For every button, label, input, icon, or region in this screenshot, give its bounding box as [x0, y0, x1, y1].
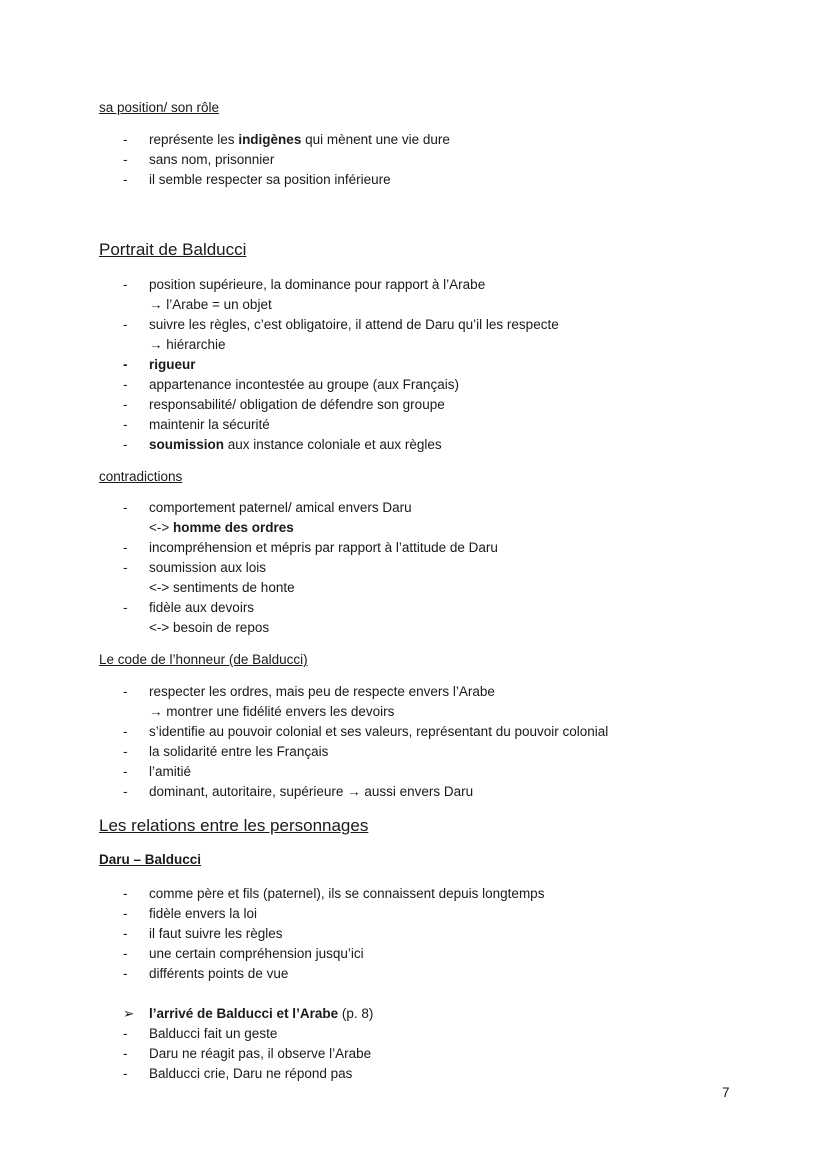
list-item: - la solidarité entre les Français — [123, 744, 329, 759]
list-item: - Balducci crie, Daru ne répond pas — [123, 1066, 353, 1081]
list-item: - dominant, autoritaire, supérieure → aussi envers Daru — [123, 784, 474, 799]
heading-portrait: Portrait de Balducci — [99, 240, 247, 259]
list-arrival — [0, 1004, 828, 1084]
page-number: 7 — [722, 1085, 730, 1100]
list-item: - suivre les règles, c’est obligatoire, il attend de Daru qu’il les respecte — [123, 317, 559, 332]
heading-contradictions: contradictions — [99, 469, 183, 484]
list-item: - Daru ne réagit pas, il observe l’Arabe — [123, 1046, 372, 1061]
list-item: - sans nom, prisonnier — [123, 152, 275, 167]
list-position — [0, 130, 828, 190]
list-item: - position supérieure, la dominance pour rapport à l’Arabe — [123, 277, 486, 292]
list-item: - différents points de vue — [123, 966, 289, 981]
list-item: <-> homme des ordres — [149, 520, 294, 535]
list-item: - représente les indigènes qui mènent une vie dure — [123, 132, 450, 147]
list-item: - incompréhension et mépris par rapport à l’attitude de Daru — [123, 540, 498, 555]
heading-relations: Les relations entre les personnages — [99, 816, 369, 835]
list-item: - responsabilité/ obligation de défendre son groupe — [123, 397, 445, 412]
subheading-daru-balducci: Daru – Balducci — [99, 852, 202, 867]
list-item: - Balducci fait un geste — [123, 1026, 278, 1041]
list-code — [0, 682, 828, 802]
list-item: - appartenance incontestée au groupe (aux Français) — [123, 377, 459, 392]
list-item: → l’Arabe = un objet — [149, 297, 272, 312]
list-item: - comme père et fils (paternel), ils se connaissent depuis longtemps — [123, 886, 545, 901]
heading-position: sa position/ son rôle — [99, 100, 220, 115]
list-item: - fidèle envers la loi — [123, 906, 258, 921]
list-item: - soumission aux instance coloniale et aux règles — [123, 437, 442, 452]
list-item: - comportement paternel/ amical envers Daru — [123, 500, 412, 515]
list-item: - rigueur — [123, 357, 196, 372]
list-item: - il semble respecter sa position inférieure — [123, 172, 391, 187]
list-item: - maintenir la sécurité — [123, 417, 270, 432]
list-relations — [0, 884, 828, 984]
list-item: - soumission aux lois — [123, 560, 267, 575]
list-item: - il faut suivre les règles — [123, 926, 283, 941]
list-item: → montrer une fidélité envers les devoirs — [149, 704, 395, 719]
list-item: - respecter les ordres, mais peu de respecte envers l’Arabe — [123, 684, 495, 699]
list-item: - une certain compréhension jusqu’ici — [123, 946, 364, 961]
heading-code: Le code de l’honneur (de Balducci) — [99, 652, 308, 667]
list-item: → hiérarchie — [149, 337, 226, 352]
arrow-bullet-icon: ➢ — [123, 1006, 135, 1021]
list-portrait — [0, 275, 828, 455]
list-item: <-> sentiments de honte — [149, 580, 295, 595]
list-item-arrival: ➢ l’arrivé de Balducci et l’Arabe (p. 8) — [0, 1004, 828, 1024]
list-item: - l’amitié — [123, 764, 192, 779]
list-item: <-> besoin de repos — [149, 620, 270, 635]
list-item: - fidèle aux devoirs — [123, 600, 255, 615]
list-contradictions — [0, 498, 828, 638]
list-item: - s’identifie au pouvoir colonial et ses valeurs, représentant du pouvoir colonial — [123, 724, 609, 739]
